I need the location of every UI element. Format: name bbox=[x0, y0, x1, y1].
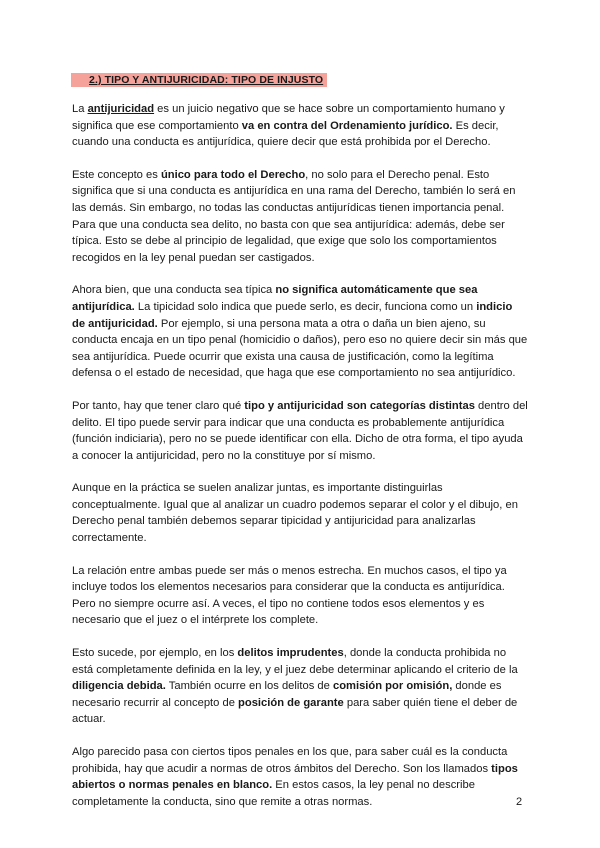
p3-text-c: La tipicidad solo indica que puede serlo, es decir, funciona como un bbox=[134, 300, 477, 313]
p1-bold-d: va en contra del Ordenamiento jurídico. bbox=[241, 119, 453, 132]
p1-term-antijuricidad: antijuricidad bbox=[87, 103, 155, 115]
p2-bold-b: único para todo el Derecho bbox=[160, 168, 306, 181]
paragraph-5: Aunque en la práctica se suelen analizar juntas, es importante distinguirlas conceptualmente. Igual que al analizar un cuadro podemos separar el color y el dibujo, en Derecho penal también debemos separar tipicidad y antijuricidad para analizarlas correctamente. bbox=[72, 482, 518, 545]
p1-text-c: es un juicio negativo que se hace sobre un comportamiento humano y significa que ese comportamiento bbox=[72, 103, 505, 132]
p8-text-a: Algo parecido pasa con ciertos tipos penales en los que, para saber cuál es la conducta prohibida, hay que acudir a normas de otros ámbitos del Derecho. Son los llamados bbox=[72, 746, 508, 775]
p3-text-a: Ahora bien, que una conducta sea típica bbox=[72, 284, 276, 297]
p4-text-a: Por tanto, hay que tener claro qué bbox=[72, 399, 245, 412]
p7-text-c: , donde la conducta prohibida no está completamente definida en la ley, y el juez debe determinar aplicando el criterio de la bbox=[72, 647, 518, 676]
p7-bold-f: comisión por omisión, bbox=[332, 680, 453, 693]
paragraph-3 bbox=[72, 282, 528, 382]
p3-bold-b: no significa automáticamente que sea antijurídica. bbox=[72, 284, 478, 313]
paragraph-6: La relación entre ambas puede ser más o menos estrecha. En muchos casos, el tipo ya incluye todos los elementos necesarios para considerar que la conducta es antijurídica. Pero no siempre ocurre así. A veces, el tipo no contiene todos esos elementos y es necesario que el juez o el intérprete los complete. bbox=[72, 564, 507, 627]
p3-bold-d: indicio de antijuricidad. bbox=[72, 300, 513, 330]
p2-text-a: Este concepto es bbox=[72, 168, 161, 181]
paragraph-4 bbox=[72, 398, 528, 464]
paragraph-7 bbox=[72, 645, 528, 728]
p1-text-a: La bbox=[72, 103, 88, 115]
p1-text-e: Es decir, cuando una conducta es antijurídica, quiere decir que está prohibida por el Derecho. bbox=[72, 119, 499, 149]
paragraph-8 bbox=[72, 744, 528, 810]
page-number: 2 bbox=[516, 796, 523, 808]
section-heading: 2.) TIPO Y ANTIJURICIDAD: TIPO DE INJUSTO bbox=[71, 73, 327, 87]
document-page bbox=[72, 70, 528, 810]
p8-bold-b: tipos abiertos o normas penales en blanco. bbox=[72, 762, 518, 792]
p7-text-e: También ocurre en los delitos de bbox=[165, 680, 333, 693]
p3-text-e: Por ejemplo, si una persona mata a otra o daña un bien ajeno, su conducta encaja en un tipo penal (homicidio o daños), pero eso no quiere decir sin más que sea antijurídica. Puede ocurrir que exista una causa de justificación, como la legítima defensa o el estado de necesidad, que haga que ese comportamiento no sea antijurídico. bbox=[72, 317, 528, 380]
paragraph-1 bbox=[72, 101, 528, 151]
p7-bold-d: diligencia debida. bbox=[72, 680, 166, 693]
p2-text-c: , no solo para el Derecho penal. Esto significa que si una conducta es antijurídica en una rama del Derecho, también lo será en las demás. Sin embargo, no todas las conductas antijurídicas tienen importancia penal. Para que una conducta sea delito, no basta con que sea antijurídica: además, debe ser típica. Esto se debe al principio de legalidad, que exige que solo los comportamientos recogidos en la ley penal puedan ser castigados. bbox=[72, 168, 516, 264]
paragraph-2 bbox=[72, 167, 528, 267]
p7-text-a: Esto sucede, por ejemplo, en los bbox=[72, 647, 238, 660]
p7-text-g: donde es necesario recurrir al concepto de bbox=[72, 680, 502, 709]
p4-bold-b: tipo y antijuricidad son categorías distintas bbox=[244, 399, 475, 412]
p7-bold-b: delitos imprudentes bbox=[237, 647, 344, 660]
p7-text-i: para saber quién tiene el deber de actuar. bbox=[72, 696, 518, 726]
p8-text-c: En estos casos, la ley penal no describe completamente la conducta, sino que remite a otras normas. bbox=[72, 779, 475, 808]
p7-bold-h: posición de garante bbox=[238, 696, 344, 709]
p4-text-c: dentro del delito. El tipo puede servir para indicar que una conducta es probablemente antijurídica (función indiciaria), pero no se puede identificar con ella. Dicho de otra forma, el tipo ayuda a conocer la antijuricidad, pero no la constituye por sí mismo. bbox=[72, 399, 528, 462]
